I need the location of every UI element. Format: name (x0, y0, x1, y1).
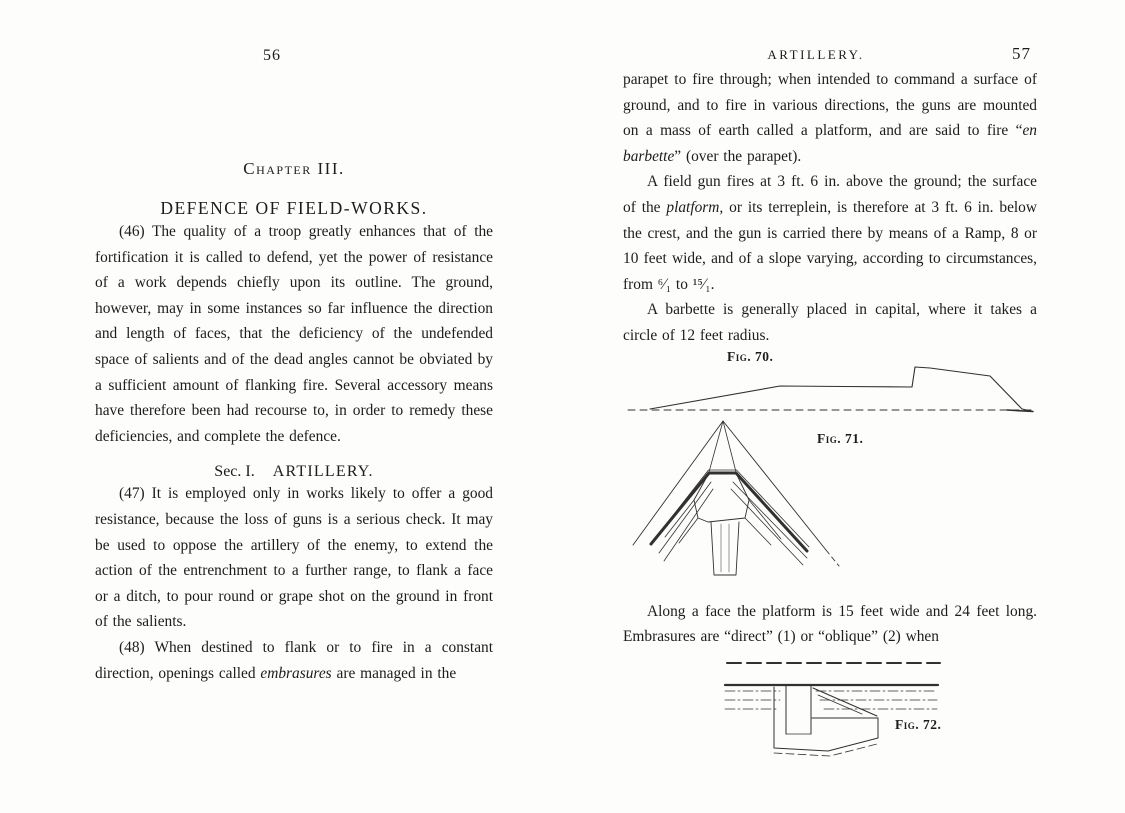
page-left (95, 0, 493, 686)
paragraph-field-gun-italic-term: platform, (666, 198, 724, 216)
paragraph-46-text: (46) The quality of a troop greatly enhances that of the fortification it is called to defend, yet the power of resistance of a work depends chiefly upon its outline. The ground, however, may in some instances so far influence the direction and length of faces, that the deficiency of the undefended space of salients and of the dead angles cannot be obviated by a sufficient amount of flanking fire. Several accessory means have therefore been had recourse to, in order to remedy these deficiencies, and complete the defence. (95, 223, 493, 445)
paragraph-46 (95, 219, 493, 449)
paragraph-field-gun (623, 169, 1037, 297)
fig71-barbette-plan-drawing (623, 415, 908, 599)
section-heading (95, 463, 493, 481)
paragraph-barbette (623, 297, 1037, 348)
paragraph-parapet-after: ” (over the parapet). (674, 147, 802, 165)
figure-71 (623, 415, 1037, 599)
page-number-right: 57 (1012, 44, 1031, 63)
section-name: ARTILLERY. (272, 463, 374, 481)
figure-70-caption: Fig. 70. (727, 348, 774, 364)
right-page-header (623, 44, 1037, 67)
page-right (623, 0, 1037, 771)
paragraph-field-gun-after: or its terreplein, is therefore at 3 ft. 6 in. below the crest, and the gun is carried there by means of a Ramp, 8 or 10 feet wide, and of a slope varying, according to circumstances, from ⁶⁄₁ to ¹⁵⁄₁. (623, 198, 1037, 293)
chapter-heading: Chapter III. (243, 159, 345, 178)
figure-72-caption: Fig. 72. (895, 716, 942, 732)
paragraph-field-gun-before: A field gun fires at 3 ft. 6 in. above the ground; the surface of the (623, 173, 1037, 216)
section-label: Sec. I. (214, 463, 255, 481)
fig70-profile-drawing (623, 359, 1035, 417)
paragraph-48 (95, 635, 493, 686)
paragraph-platform (623, 599, 1037, 650)
paragraph-barbette-text: A barbette is generally placed in capital, where it takes a circle of 12 feet radius. (623, 301, 1037, 344)
paragraph-platform-text: Along a face the platform is 15 feet wide and 24 feet long. Embrasures are “direct” (1) or “oblique” (2) when (623, 602, 1037, 646)
figure-70 (623, 348, 1037, 415)
paragraph-47-text: (47) It is employed only in works likely to offer a good resistance, because the loss of guns is a serious check. It may be used to oppose the artillery of the enemy, to extend the action of the entrenchment to a further range, to flank a face or a ditch, to pour round or grape shot on the ground in front of the salients. (95, 485, 493, 631)
chapter-title: DEFENCE OF FIELD-WORKS. (160, 198, 428, 218)
figure-71-caption: Fig. 71. (817, 430, 864, 446)
paragraph-parapet (623, 67, 1037, 169)
paragraph-48-after: are managed in the (331, 664, 457, 682)
paragraph-48-before: (48) When destined to flank or to fire in a constant direction, openings called (95, 638, 493, 682)
fig72-embrasure-drawing (700, 657, 1010, 769)
left-page-header (95, 47, 493, 67)
figure-72 (623, 655, 1037, 771)
running-head: ARTILLERY. (767, 47, 865, 62)
page-number-left: 56 (263, 47, 281, 64)
paragraph-48-italic-term: embrasures (260, 664, 332, 682)
paragraph-47 (95, 481, 493, 635)
paragraph-parapet-before: parapet to fire through; when intended to command a surface of ground, and to fire in various directions, the guns are mounted on a mass of earth called a platform, and are said to fire “ (623, 71, 1037, 140)
paragraph-parapet-italic-term: en barbette (623, 122, 1037, 165)
